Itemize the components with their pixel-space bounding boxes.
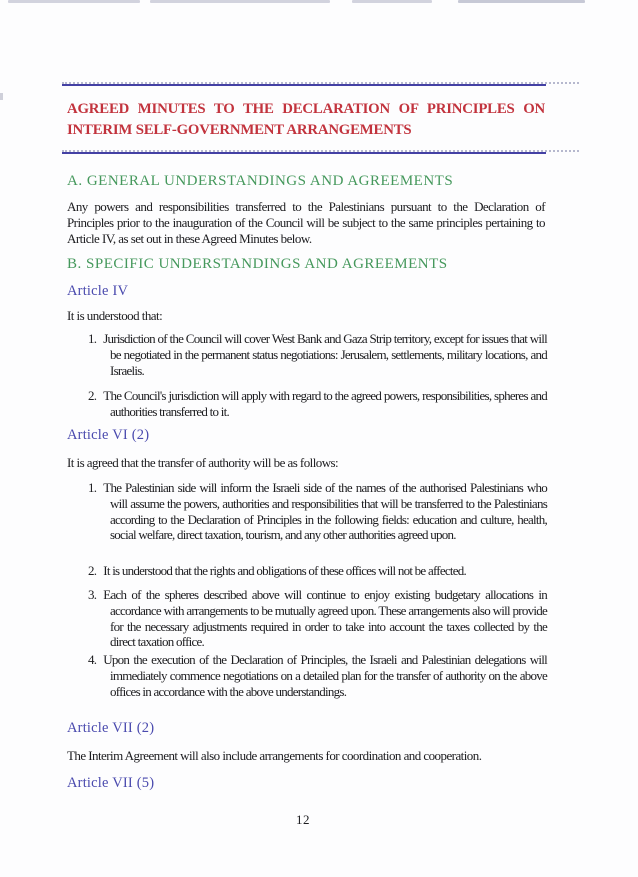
article-vi-item-1 [67,480,547,543]
article-vi-intro: It is agreed that the transfer of authority will be as follows: [67,455,339,470]
section-a-heading: A. GENERAL UNDERSTANDINGS AND AGREEMENTS [67,173,454,189]
article-vii-2-heading: Article VII (2) [67,720,155,736]
article-vi-item-2 [67,563,547,579]
list-item-text: Jurisdiction of the Council will cover West Bank and Gaza Strip territory, except for issues that will be negotiated in the permanent status negotiations: Jerusalem, settlements, military locations, and Israelis. [103,331,547,378]
article-iv-item-2 [67,388,547,420]
list-item-number: 3. [88,587,97,602]
section-a-paragraph: Any powers and responsibilities transferred to the Palestinians pursuant to the Declaration of Principles prior to the inauguration of the Council will be subject to the same principles pertaining to Article IV, as set out in these Agreed Minutes below. [67,199,545,246]
article-vii-5-heading: Article VII (5) [67,775,155,791]
list-item-text: It is understood that the rights and obligations of these offices will not be affected. [103,563,467,578]
list-item-number: 4. [88,652,97,667]
list-item-text: Upon the execution of the Declaration of Principles, the Israeli and Palestinian delegations will immediately commence negotiations on a detailed plan for the transfer of authority on the above offices in accordance with the above understandings. [103,652,547,699]
article-vi-item-3 [67,587,547,650]
article-vii-2-paragraph: The Interim Agreement will also include arrangements for coordination and cooperation. [67,748,482,763]
page-number: 12 [296,812,310,827]
list-item-number: 1. [88,331,97,346]
article-vi-item-4 [67,652,547,699]
list-item-text: The Council's jurisdiction will apply with regard to the agreed powers, responsibilities, spheres and authorities transferred to it. [103,388,547,419]
list-item-number: 2. [88,388,97,403]
scan-artifact [8,0,140,3]
document-title-line2: INTERIM SELF-GOVERNMENT ARRANGEMENTS [67,122,412,138]
article-iv-intro: It is understood that: [67,308,163,323]
list-item-text: Each of the spheres described above will continue to enjoy existing budgetary allocations in accordance with arrangements to be mutually agreed upon. These arrangements also will provide for the necessary adjustments required in order to take into account the taxes collected by the direct taxation office. [103,587,547,650]
article-iv-item-1 [67,331,547,378]
list-item-text: The Palestinian side will inform the Israeli side of the names of the authorised Palestinians who will assume the powers, authorities and responsibilities that will be transferred to the Palestinians according to the Declaration of Principles in the following fields: education and culture, health, social welfare, direct taxation, tourism, and any other authorities agreed upon. [103,480,547,543]
section-b-heading: B. SPECIFIC UNDERSTANDINGS AND AGREEMENTS [67,256,448,272]
article-iv-heading: Article IV [67,283,129,299]
top-rule-solid [62,84,546,86]
scan-artifact [458,0,585,3]
title-rule-solid [62,152,546,154]
document-title [67,99,545,141]
scan-artifact [352,0,432,3]
scan-artifact [150,0,330,3]
list-item-number: 1. [88,480,97,495]
document-title-line1: AGREED MINUTES TO THE DECLARATION OF PRINCIPLES ON [67,101,545,117]
list-item-number: 2. [88,563,97,578]
scan-artifact [0,93,3,100]
article-vi-heading: Article VI (2) [67,427,150,443]
